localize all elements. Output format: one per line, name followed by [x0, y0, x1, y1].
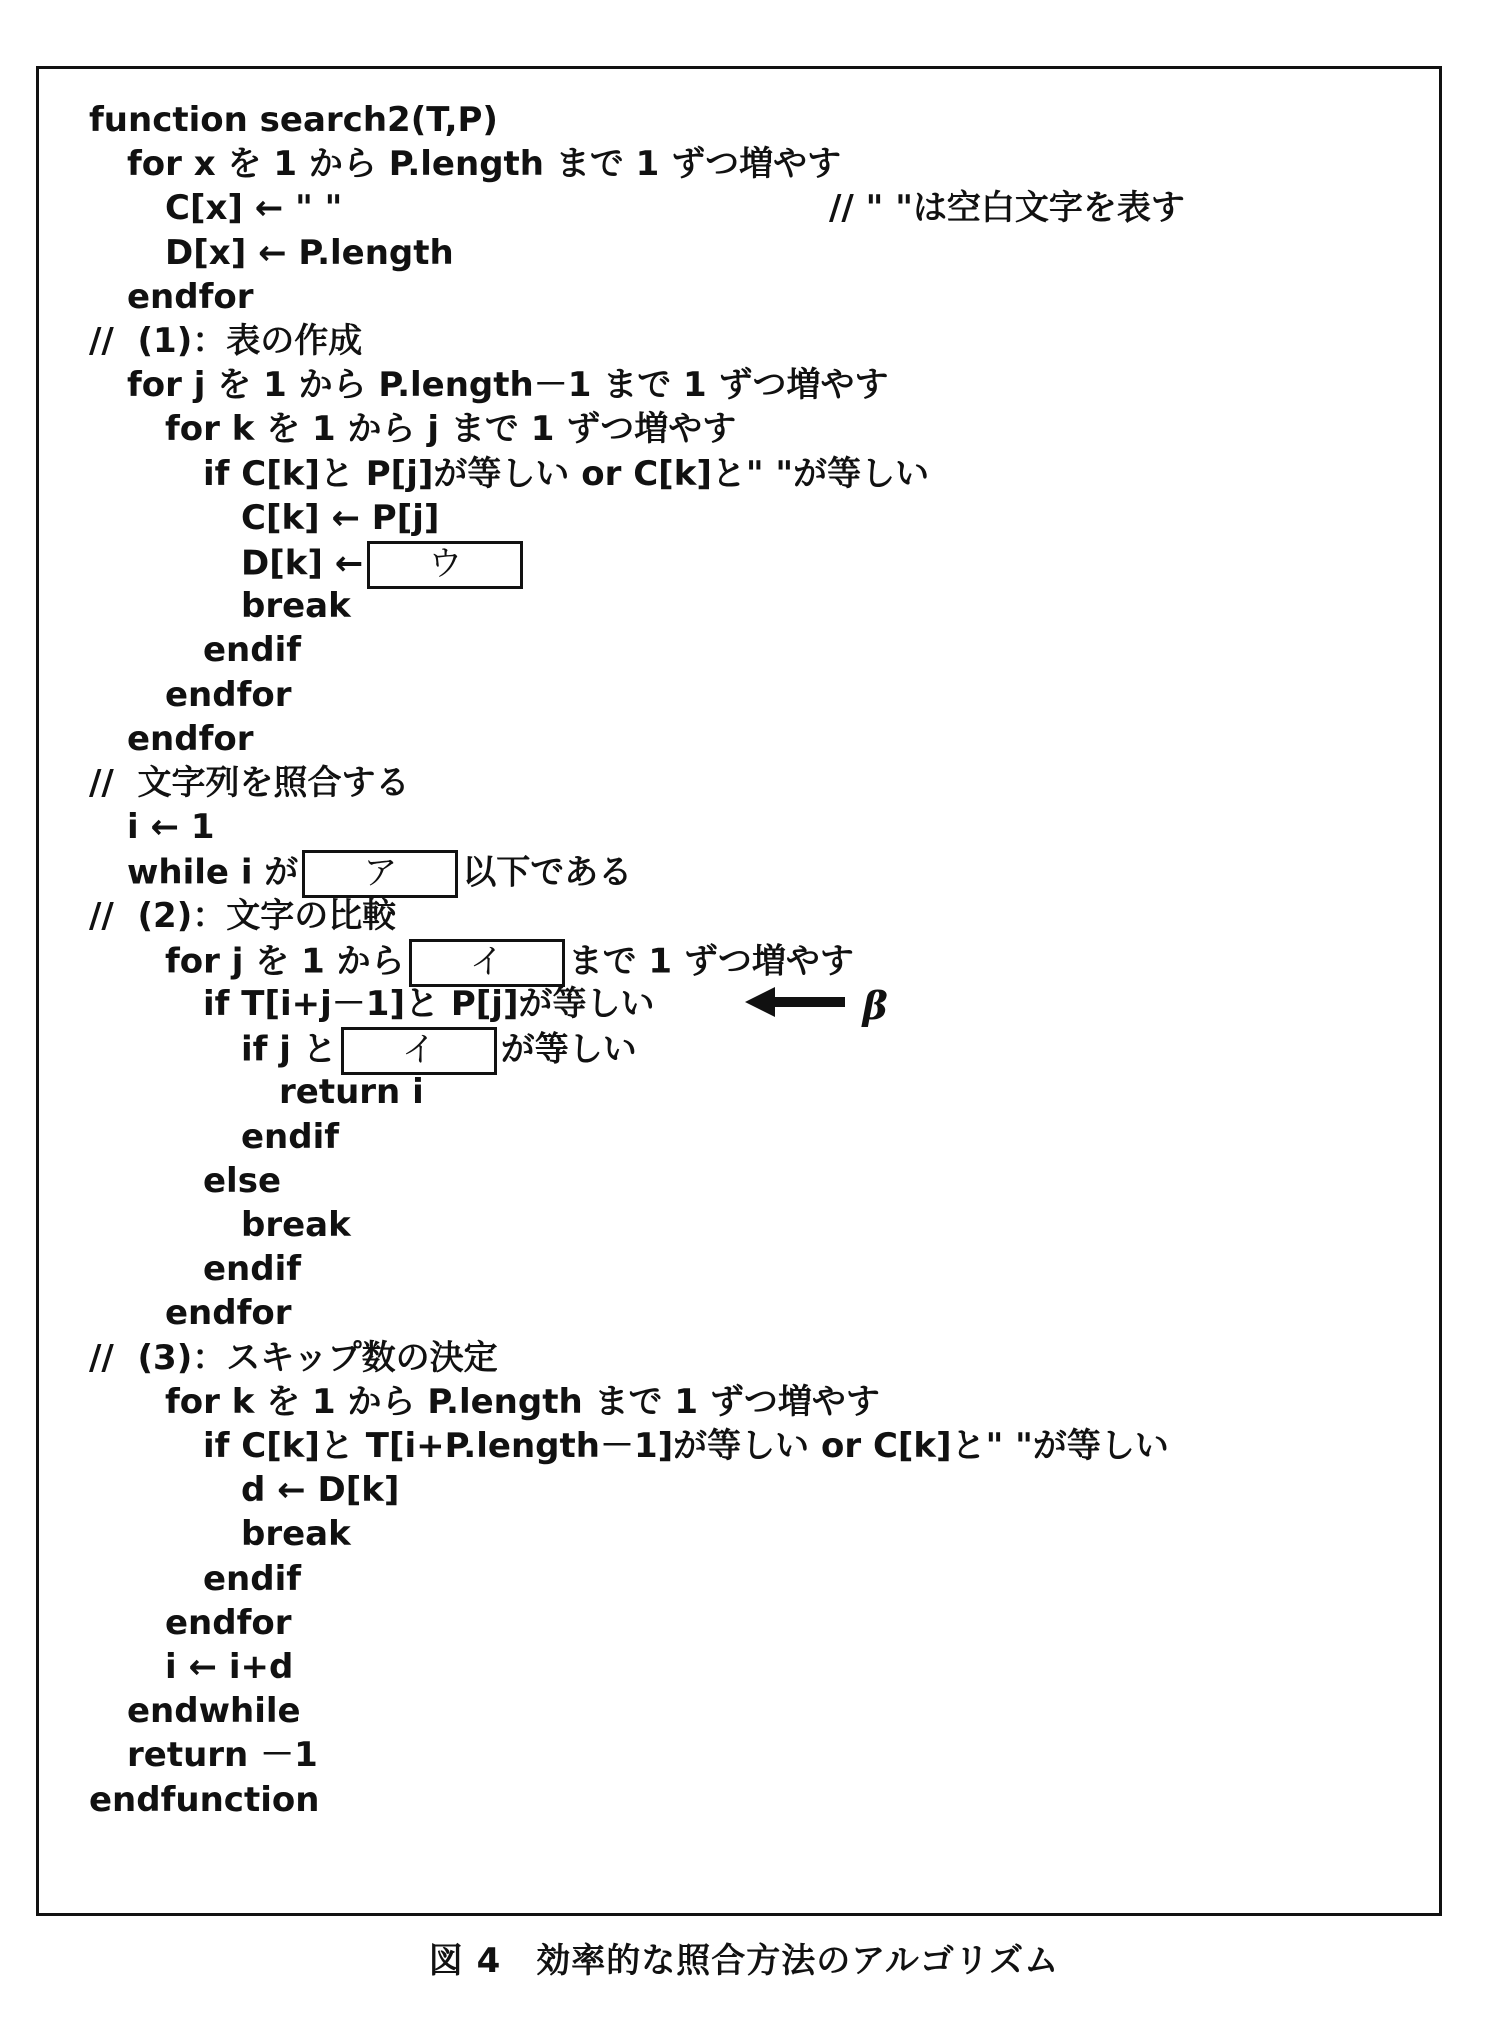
blank-box: イ	[341, 1027, 497, 1075]
code-line	[241, 1513, 351, 1555]
code-text: endfor	[165, 1602, 292, 1643]
code-text: // (1)：表の作成	[89, 321, 363, 361]
code-text: 以下である	[462, 852, 633, 893]
code-line	[241, 1027, 637, 1075]
code-text: break	[241, 1514, 351, 1555]
code-text: for k を 1 から P.length まで 1 ずつ増やす	[165, 1381, 880, 1422]
code-text: endif	[241, 1116, 340, 1157]
code-text: が等しい	[500, 1029, 637, 1070]
code-line	[165, 939, 854, 987]
left-arrow-icon	[745, 985, 845, 1027]
code-text: for x を 1 から P.length まで 1 ずつ増やす	[127, 144, 842, 185]
code-text: i ← 1	[127, 807, 215, 848]
code-line	[203, 629, 301, 671]
code-line	[203, 1160, 281, 1202]
code-text: endwhile	[127, 1691, 301, 1732]
code-line	[89, 762, 410, 804]
code-text: if C[k]と T[i+P.length－1]が等しい or C[k]と" "が等しい	[203, 1426, 1169, 1466]
code-line	[165, 1292, 292, 1334]
code-line	[127, 364, 889, 406]
code-text: d ← D[k]	[241, 1470, 400, 1511]
code-text: endfor	[165, 674, 292, 715]
code-line	[165, 408, 736, 450]
code-text: endfor	[127, 718, 254, 759]
code-line	[165, 1381, 880, 1423]
code-text: // (2)：文字の比較	[89, 895, 397, 936]
code-text: D[x] ← P.length	[165, 232, 454, 273]
code-line	[241, 497, 439, 539]
code-text: C[x] ← " "	[165, 188, 343, 229]
code-comment: // " "は空白文字を表す	[829, 188, 1185, 229]
code-text: endfor	[165, 1293, 292, 1334]
code-text: if j と	[241, 1029, 337, 1070]
code-line	[279, 1071, 424, 1113]
code-line	[89, 895, 396, 937]
code-line	[203, 1425, 1169, 1467]
code-line	[127, 276, 254, 318]
code-text: while i が	[127, 852, 299, 893]
code-text: for j を 1 から	[165, 941, 405, 982]
code-text: endif	[203, 1249, 302, 1290]
blank-box: ウ	[367, 541, 523, 589]
code-text: endfor	[127, 276, 254, 317]
code-text: endif	[203, 630, 302, 671]
code-line	[203, 1558, 301, 1600]
code-text: return i	[279, 1072, 424, 1113]
code-text: for k を 1 から j まで 1 ずつ増やす	[165, 409, 737, 450]
code-line	[89, 320, 362, 362]
code-line	[127, 806, 214, 848]
code-line	[241, 1116, 339, 1158]
code-line	[127, 718, 254, 760]
code-text: まで 1 ずつ増やす	[568, 941, 854, 982]
code-line	[203, 983, 888, 1027]
code-text: break	[241, 586, 351, 627]
code-text: // (3)：スキップ数の決定	[89, 1337, 498, 1378]
code-line	[241, 1469, 399, 1511]
code-line	[203, 453, 929, 495]
code-text: break	[241, 1205, 351, 1245]
code-text: return －1	[127, 1735, 318, 1776]
code-text: endif	[203, 1558, 302, 1599]
code-text: D[k] ←	[241, 543, 364, 584]
code-line	[127, 143, 841, 185]
code-text: if C[k]と P[j]が等しい or C[k]と" "が等しい	[203, 453, 930, 494]
code-line	[89, 1337, 498, 1379]
code-line	[241, 1204, 351, 1246]
blank-box: ア	[302, 850, 458, 898]
beta-label: β	[862, 982, 888, 1028]
code-line	[165, 187, 1185, 229]
code-line	[127, 1734, 318, 1776]
code-text: for j を 1 から P.length－1 まで 1 ずつ増やす	[127, 365, 889, 406]
code-line	[241, 541, 527, 589]
code-text: function search2(T,P)	[89, 100, 498, 140]
code-text: if T[i+j－1]と P[j]が等しい	[203, 984, 655, 1024]
code-line	[89, 1779, 319, 1821]
algorithm-box	[36, 66, 1442, 1916]
code-text: C[k] ← P[j]	[241, 497, 440, 538]
code-text: else	[203, 1160, 282, 1201]
code-line	[127, 850, 632, 898]
code-line	[241, 585, 351, 627]
figure-caption: 図 4 効率的な照合方法のアルゴリズム	[428, 1941, 1060, 1981]
code-line	[127, 1690, 301, 1732]
code-line	[165, 674, 292, 716]
code-line	[165, 232, 454, 274]
code-text: i ← i+d	[165, 1647, 294, 1687]
code-line	[89, 99, 498, 141]
code-line	[203, 1248, 301, 1290]
code-text: endfunction	[89, 1779, 320, 1820]
code-line	[165, 1602, 292, 1644]
code-text: // 文字列を照合する	[89, 763, 410, 803]
code-line	[165, 1646, 293, 1688]
blank-box: イ	[409, 939, 565, 987]
